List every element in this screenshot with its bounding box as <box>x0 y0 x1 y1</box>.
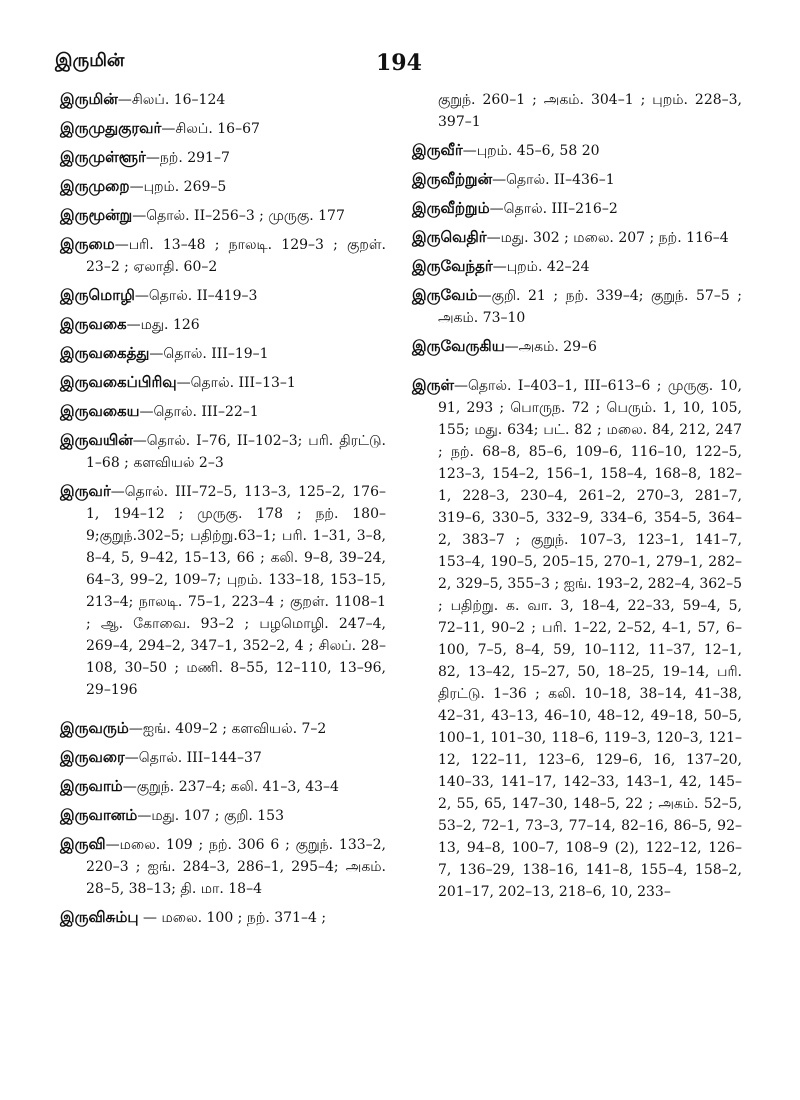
entry-references: —தொல். II–436–1 <box>492 172 615 188</box>
entry-headword: இருவகைப்பிரிவு <box>60 373 177 391</box>
entry-headword: இருவரும் <box>60 719 129 737</box>
index-entry <box>412 197 742 220</box>
index-entry <box>60 400 386 423</box>
entry-headword: இருவேருகிய <box>412 337 505 355</box>
entry-references: —புறம். 45–6, 58 20 <box>462 143 600 159</box>
index-entry <box>412 335 742 358</box>
entry-references: —தொல். III–19–1 <box>149 346 269 362</box>
index-entry <box>60 746 386 769</box>
entry-references: —குறுந். 237–4; கலி. 41–3, 43–4 <box>122 779 339 795</box>
entry-references: —தொல். I–403–1, III–613–6 ; முருகு. 10, 91, 293 ; பொருந. 72 ; பெரும். 1, 10, 105, 155; மது. 634; பட். 82 ; மலை. 84, 212, 247 ; நற். 68–8, 85–6, 109–6, 116–10, 122–5, 123–3, 154–2, 156–1, 158–4, 168–8, 182–1, 228–3, 230–4, 261–2, 270–3, 281–7, 319–6, 330–5, 332–9, 334–6, 354–5, 364–2, 383–7 ; குறுந். 107–3, 123–1, 141–7, 153–4, 190–5, 205–15, 270–1, 279–1, 282–2, 329–5, 355–3 ; ஐங். 193–2, 282–4, 362–5 ; பதிற்று. க. வா. 3, 18–4, 22–33, 59–4, 5, 72–11, 90–2 ; பரி. 1–22, 2–52, 4–1, 57, 6–100, 7–5, 8–4, 59, 10–112, 11–37, 12–1, 82, 13–42, 15–27, 50, 18–25, 19–14, பரி. திரட்டு. 1–36 ; கலி. 10–18, 38–14, 41–38, 42–31, 43–13, 46–10, 48–12, 49–18, 50–5, 100–1, 101–30, 118–6, 119–3, 120–3, 121–12, 122–11, 123–6, 129–6, 16, 137–20, 140–33, 141–17, 142–33, 143–1, 42, 145–2, 55, 65, 147–30, 148–5, 22 ; அகம். 52–5, 53–2, 72–1, 73–3, 77–14, 82–16, 86–5, 92–13, 94–8, 100–7, 108–9 (2), 122–12, 126–7, 136–29, 138–16, 141–8, 155–4, 158–2, 201–17, 202–13, 218–6, 10, 233– <box>438 378 742 900</box>
running-head: இருமின் <box>55 50 125 71</box>
entry-headword: இருவேந்தர் <box>412 257 493 275</box>
index-entry <box>60 804 386 827</box>
index-entry <box>60 233 386 278</box>
index-entry <box>412 139 742 162</box>
index-entry <box>60 88 386 111</box>
index-entry <box>60 480 386 701</box>
entry-references: —மது. 126 <box>126 317 200 333</box>
index-entry <box>60 146 386 169</box>
entry-references: —பரி. 13–48 ; நாலடி. 129–3 ; குறள். 23–2 ; ஏலாதி. 60–2 <box>86 237 386 275</box>
index-entry <box>412 168 742 191</box>
entry-references: —தொல். III–13–1 <box>176 375 296 391</box>
entry-headword: இருவகை <box>60 315 127 333</box>
entry-references: —சிலப். 16–67 <box>161 121 260 137</box>
entry-references: —தொல். II–419–3 <box>134 288 258 304</box>
entry-headword: இருமொழி <box>60 286 135 304</box>
entry-references: —நற். 291–7 <box>145 150 230 166</box>
entry-headword: இருமை <box>60 235 115 253</box>
entry-references: —தொல். III–22–1 <box>139 404 259 420</box>
entry-headword: இருவேம் <box>412 286 478 304</box>
index-entry <box>60 117 386 140</box>
index-entry <box>60 429 386 474</box>
entry-references: —புறம். 269–5 <box>129 179 227 195</box>
entry-references: —குறி. 21 ; நற். 339–4; குறுந். 57–5 ; அகம். 73–10 <box>438 288 742 326</box>
entry-headword: இருவிசும்பு <box>60 908 139 926</box>
entry-headword: இருவீற்றுன் <box>412 170 493 188</box>
page-number: 194 <box>376 50 422 76</box>
index-entry <box>60 717 386 740</box>
entry-headword: இருமின் <box>60 90 118 108</box>
entry-headword: இருவகைத்து <box>60 344 150 362</box>
left-column <box>60 88 386 935</box>
entry-headword: இருவானம் <box>60 806 138 824</box>
index-entry <box>60 284 386 307</box>
entry-headword: இருமுள்ளூர் <box>60 148 146 166</box>
entry-references: —அகம். 29–6 <box>504 339 597 355</box>
entry-references: —மது. 302 ; மலை. 207 ; நற். 116–4 <box>486 230 729 246</box>
entry-references: —தொல். III–216–2 <box>489 201 618 217</box>
entry-references: —ஐங். 409–2 ; களவியல். 7–2 <box>128 721 327 737</box>
entry-headword: இருவீற்றும் <box>412 199 490 217</box>
entry-headword: இருவர் <box>60 482 111 500</box>
index-entry <box>60 204 386 227</box>
entry-headword: இருமுறை <box>60 177 130 195</box>
entry-headword: இருள் <box>412 376 455 394</box>
entry-headword: இருவகைய <box>60 402 140 420</box>
entry-references: —தொல். II–256–3 ; முருகு. 177 <box>132 208 345 224</box>
entry-references: —புறம். 42–24 <box>492 259 590 275</box>
index-entry <box>412 255 742 278</box>
index-entry-continuation <box>412 88 742 133</box>
entry-headword: இருவெதிர் <box>412 228 487 246</box>
entry-headword: இருமூன்று <box>60 206 133 224</box>
entry-references: குறுந். 260–1 ; அகம். 304–1 ; புறம். 228–3, 397–1 <box>438 92 742 130</box>
entry-headword: இருமுதுகுரவர் <box>60 119 162 137</box>
right-column <box>412 88 742 909</box>
index-entry <box>60 175 386 198</box>
entry-headword: இருவீர் <box>412 141 463 159</box>
index-entry <box>60 313 386 336</box>
index-entry <box>60 775 386 798</box>
entry-references: —மலை. 109 ; நற். 306 6 ; குறுந். 133–2, 220–3 ; ஐங். 284–3, 286–1, 295–4; அகம். 28–5, 38–13; தி. மா. 18–4 <box>86 837 386 897</box>
entry-references: —தொல். III–72–5, 113–3, 125–2, 176–1, 194–12 ; முருகு. 178 ; நற். 180–9;குறுந்.302–5; பதிற்று.63–1; பரி. 1–31, 3–8, 8–4, 5, 9–42, 15–13, 66 ; கலி. 9–8, 39–24, 64–3, 99–2, 109–7; புறம். 133–18, 153–15, 213–4; நாலடி. 75–1, 223–4 ; குறள். 1108–1 ; ஆ. கோவை. 93–2 ; பழமொழி. 247–4, 269–4, 294–2, 347–1, 352–2, 4 ; சிலப். 28–108, 30–50 ; மணி. 8–55, 12–110, 13–96, 29–196 <box>86 484 386 698</box>
index-entry <box>60 371 386 394</box>
entry-headword: இருவரை <box>60 748 125 766</box>
entry-headword: இருவாம் <box>60 777 123 795</box>
entry-references: —தொல். I–76, II–102–3; பரி. திரட்டு. 1–68 ; களவியல் 2–3 <box>86 433 386 471</box>
entry-references: —சிலப். 16–124 <box>117 92 226 108</box>
entry-references: —தொல். III–144–37 <box>124 750 262 766</box>
entry-references: —மது. 107 ; குறி. 153 <box>137 808 284 824</box>
index-entry <box>412 226 742 249</box>
index-entry <box>60 342 386 365</box>
entry-headword: இருவயின் <box>60 431 133 449</box>
index-entry <box>60 833 386 900</box>
index-entry <box>412 374 742 903</box>
entry-headword: இருவி <box>60 835 106 853</box>
index-entry <box>60 906 386 929</box>
entry-references: — மலை. 100 ; நற். 371–4 ; <box>138 910 327 926</box>
index-entry <box>412 284 742 329</box>
